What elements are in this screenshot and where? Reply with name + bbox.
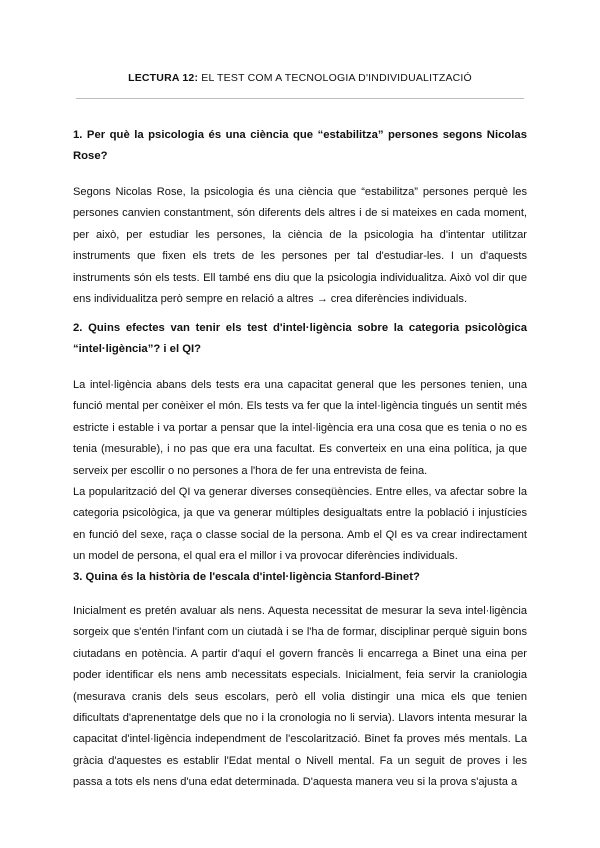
question-3-heading: 3. Quina és la història de l'escala d'intel·ligència Stanford-Binet? xyxy=(73,571,420,583)
title-text: EL TEST COM A TECNOLOGIA D'INDIVIDUALITZACIÓ xyxy=(198,72,472,84)
answer-2-paragraph-2: La popularització del QI va generar diverses conseqüències. Entre elles, va afectar sobre la categoria psicològica, ja que va generar múltiples desigualtats entre la població i injustícies en funció del sexe, raça o classe social de la persona. Amb el QI es va crear indirectament un model de persona, el qual era el millor i va provocar diferències individuals. xyxy=(73,486,527,563)
header-divider xyxy=(76,98,524,99)
page-title xyxy=(0,72,600,84)
title-label: LECTURA 12: xyxy=(128,72,199,84)
answer-1-paragraph-1: Segons Nicolas Rose, la psicologia és una ciència que “estabilitza” persones perquè les persones canvien constantment, són diferents dels altres i de si mateixes en cada moment, per això, per estudiar les persones, la ciència de la psicologia ha d'intentar utilitzar instruments que fixen els trets de les persones per tal d'estudiar-les. I un d'aquests instruments són els tests. Ell també ens diu que la psicologia individualitza. Això vol dir que ens individualitza però sempre en relació a altres → crea diferències individuals. xyxy=(73,186,527,306)
question-1-heading: 1. Per què la psicologia és una ciència que “estabilitza” persones segons Nicolas Rose? xyxy=(73,129,527,162)
answer-2-paragraph-1: La intel·ligència abans dels tests era una capacitat general que les persones tenien, una funció mental per conèixer el món. Els tests va fer que la intel·ligència tingués un sentit més estricte i estable i va portar a pensar que la intel·ligència era una cosa que es tenia o no es tenia (mesurable), i no pas que era una facultat. Es converteix en una eina política, ja que serveix per escollir o no persones a l'hora de fer una entrevista de feina. xyxy=(73,379,527,477)
answer-3-text xyxy=(73,601,527,794)
answer-1-text xyxy=(73,182,527,310)
answer-2-text xyxy=(73,375,527,568)
question-2-heading: 2. Quins efectes van tenir els test d'intel·ligència sobre la categoria psicològica “intel·ligència”? i el QI? xyxy=(73,322,527,355)
answer-3-paragraph-1: Inicialment es pretén avaluar als nens. Aquesta necessitat de mesurar la seva intel·ligència sorgeix que s'entén l'infant com un ciutadà i se l'ha de formar, disciplinar perquè siguin bons ciutadans en potència. A partir d'aquí el govern francès li encarrega a Binet una eina per poder identificar els nens amb necessitats especials. Inicialment, feia servir la craniologia (mesurava cranis dels seus escolars, però ell volia distingir una mica els que tenien dificultats d'aprenentatge dels que no i la cronologia no li servia). Llavors intenta mesurar la capacitat d'intel·ligència independment de l'escolarització. Binet fa proves més mentals. La gràcia d'aquestes es establir l'Edat mental o Nivell mental. Fa un seguit de proves i les passa a tots els nens d'una edat determinada. D'aquesta manera veu si la prova s'ajusta a xyxy=(73,605,527,789)
